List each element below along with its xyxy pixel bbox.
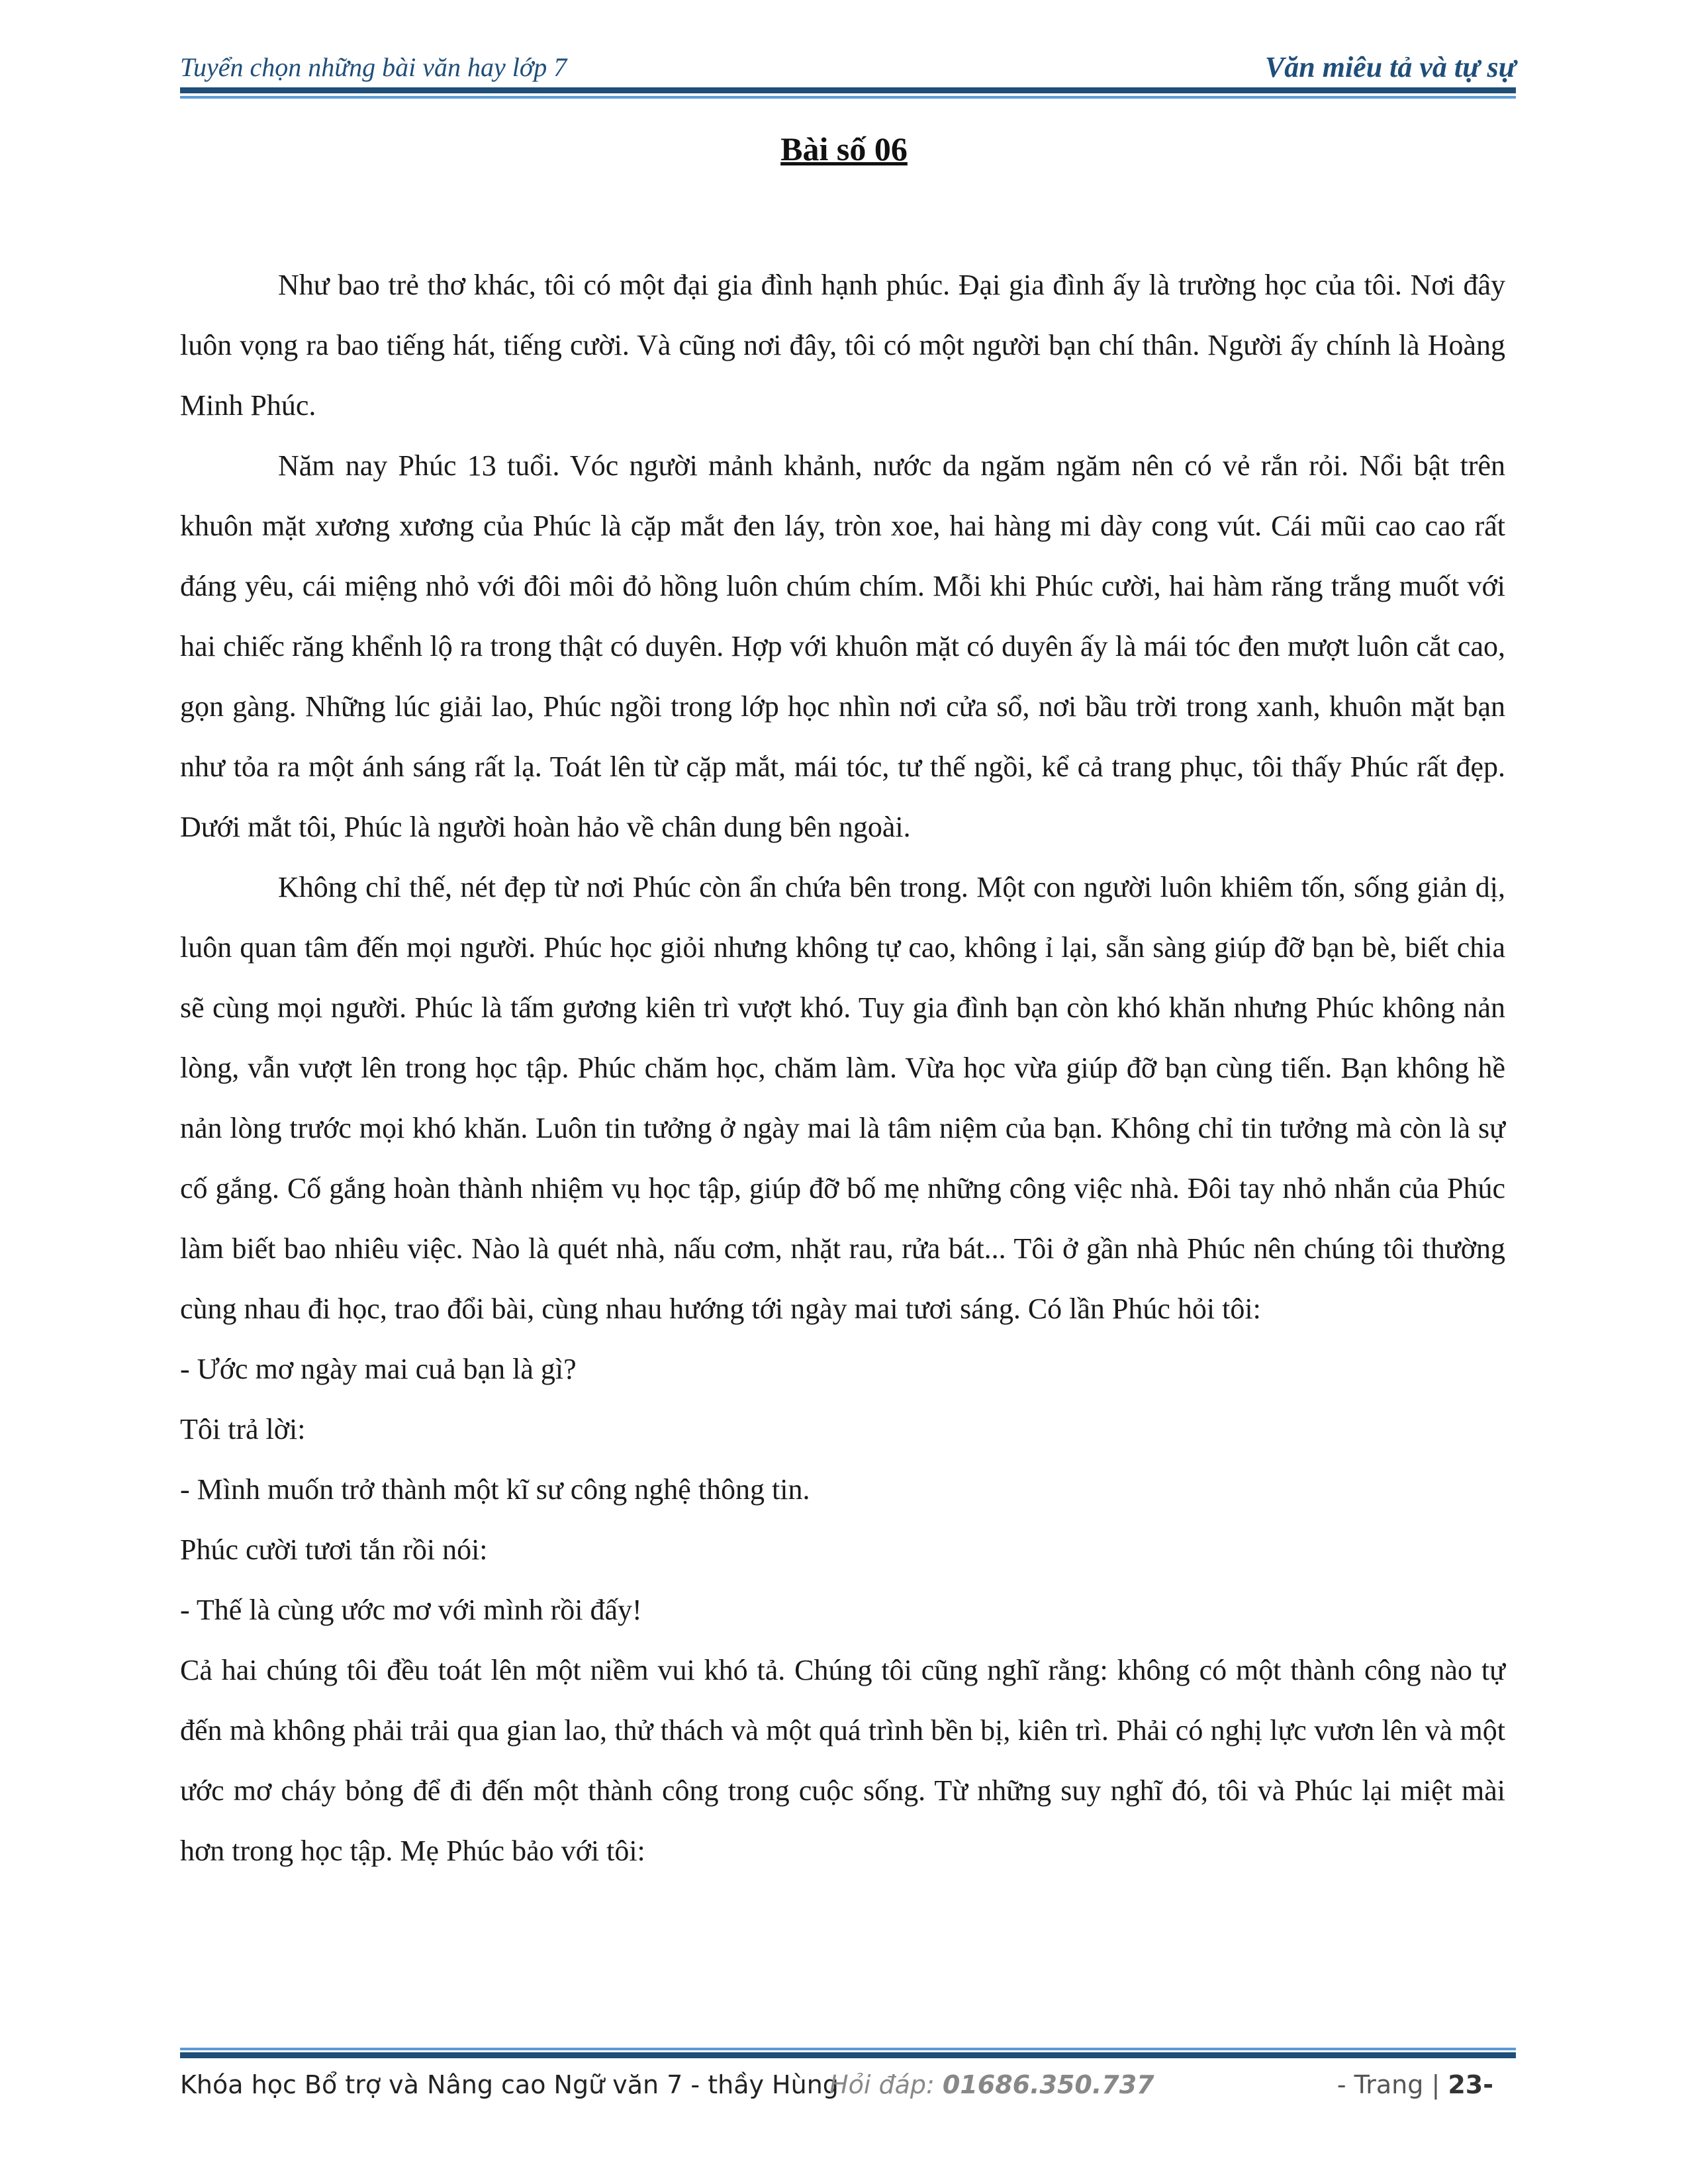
footer-hotline: [829, 2070, 1154, 2099]
header-rule-thick: [180, 87, 1516, 93]
paragraph: Năm nay Phúc 13 tuổi. Vóc người mảnh khảnh, nước da ngăm ngăm nên có vẻ rắn rỏi. Nổi bật trên khuôn mặt xương xương của Phúc là cặp mắt đen láy, tròn xoe, hai hàng mi dày cong vút. Cái mũi cao cao rất đáng yêu, cái miệng nhỏ với đôi môi đỏ hồng luôn chúm chím. Mỗi khi Phúc cười, hai hàm răng trắng muốt với hai chiếc răng khểnh lộ ra trong thật có duyên. Hợp với khuôn mặt có duyên ấy là mái tóc đen mượt luôn cắt cao, gọn gàng. Những lúc giải lao, Phúc ngồi trong lớp học nhìn nơi cửa sổ, nơi bầu trời trong xanh, khuôn mặt bạn như tỏa ra một ánh sáng rất lạ. Toát lên từ cặp mắt, mái tóc, tư thế ngồi, kể cả trang phục, tôi thấy Phúc rất đẹp. Dưới mắt tôi, Phúc là người hoàn hảo về chân dung bên ngoài.: [180, 449, 1505, 843]
footer-course: Khóa học Bổ trợ và Nâng cao Ngữ văn 7 - thầy Hùng: [180, 2070, 839, 2099]
dialogue-line: Tôi trả lời:: [180, 1413, 306, 1445]
header-book-title: Tuyển chọn những bài văn hay lớp 7: [180, 52, 567, 82]
paragraph: Cả hai chúng tôi đều toát lên một niềm vui khó tả. Chúng tôi cũng nghĩ rằng: không có một thành công nào tự đến mà không phải trải qua gian lao, thử thách và một quá trình bền bị, kiên trì. Phải có nghị lực vươn lên và một ước mơ cháy bỏng để đi đến một thành công trong cuộc sống. Từ những suy nghĩ đó, tôi và Phúc lại miệt mài hơn trong học tập. Mẹ Phúc bảo với tôi:: [180, 1654, 1505, 1867]
dialogue-line: Phúc cười tươi tắn rồi nói:: [180, 1533, 488, 1566]
dialogue-line: - Mình muốn trở thành một kĩ sư công nghệ thông tin.: [180, 1473, 810, 1506]
page-label: - Trang |: [1336, 2070, 1440, 2099]
page-number: 23-: [1448, 2070, 1493, 2099]
page-title: Bài số 06: [780, 130, 908, 167]
paragraph: Không chỉ thế, nét đẹp từ nơi Phúc còn ẩn chứa bên trong. Một con người luôn khiêm tốn, sống giản dị, luôn quan tâm đến mọi người. Phúc học giỏi nhưng không tự cao, không ỉ lại, sẵn sàng giúp đỡ bạn bè, biết chia sẽ cùng mọi người. Phúc là tấm gương kiên trì vượt khó. Tuy gia đình bạn còn khó khăn nhưng Phúc không nản lòng, vẫn vượt lên trong học tập. Phúc chăm học, chăm làm. Vừa học vừa giúp đỡ bạn cùng tiến. Bạn không hề nản lòng trước mọi khó khăn. Luôn tin tưởng ở ngày mai là tâm niệm của bạn. Không chỉ tin tưởng mà còn là sự cố gắng. Cố gắng hoàn thành nhiệm vụ học tập, giúp đỡ bố mẹ những công việc nhà. Đôi tay nhỏ nhắn của Phúc làm biết bao nhiêu việc. Nào là quét nhà, nấu cơm, nhặt rau, rửa bát... Tôi ở gần nhà Phúc nên chúng tôi thường cùng nhau đi học, trao đổi bài, cùng nhau hướng tới ngày mai tươi sáng. Có lần Phúc hỏi tôi:: [180, 871, 1505, 1325]
header-section-title: Văn miêu tả và tự sự: [1264, 51, 1516, 83]
dialogue-line: - Ước mơ ngày mai cuả bạn là gì?: [180, 1353, 577, 1385]
dialogue-line: - Thế là cùng ước mơ với mình rồi đấy!: [180, 1594, 642, 1626]
essay-body: [180, 255, 1505, 1881]
footer-page: [1337, 2070, 1493, 2099]
hotline-label: Hỏi đáp:: [829, 2070, 935, 2099]
footer-rule-thin: [180, 2048, 1516, 2050]
hotline-number: 01686.350.737: [942, 2070, 1154, 2099]
footer-rule-thick: [180, 2052, 1516, 2058]
header-rule-thin: [180, 96, 1516, 99]
paragraph: Như bao trẻ thơ khác, tôi có một đại gia đình hạnh phúc. Đại gia đình ấy là trường học của tôi. Nơi đây luôn vọng ra bao tiếng hát, tiếng cười. Và cũng nơi đây, tôi có một người bạn chí thân. Người ấy chính là Hoàng Minh Phúc.: [180, 269, 1505, 422]
